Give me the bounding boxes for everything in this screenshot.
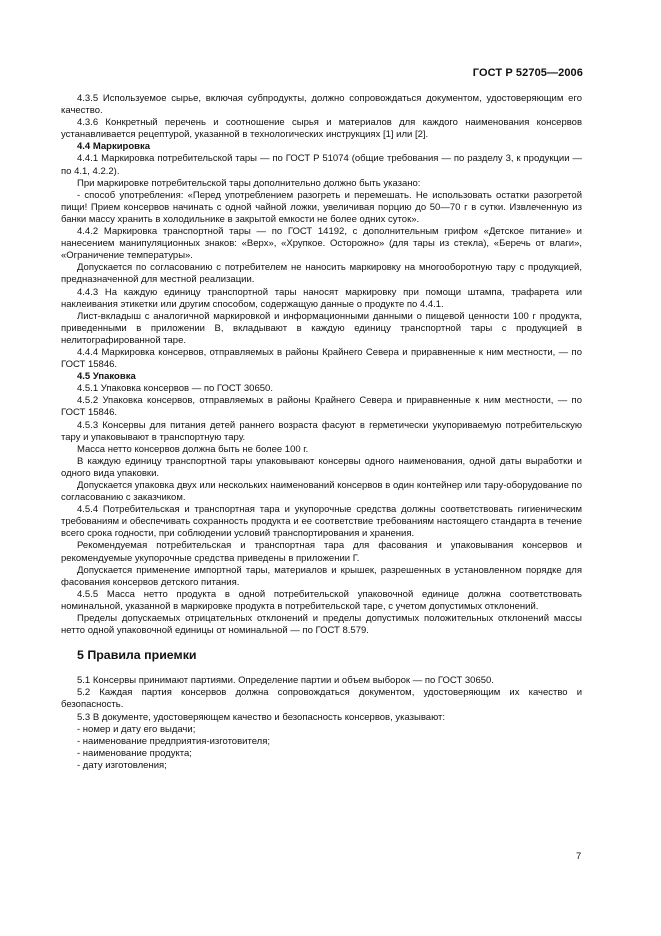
subsection-heading-4-5: 4.5 Упаковка — [77, 371, 136, 383]
paragraph-4-4-2: 4.4.2 Маркировка транспортной тары — по ГОСТ 14192, с дополнительным грифом «Детское питание» и нанесением манипуляционных знаков: «Верх», «Хрупкое. Осторожно» (для тары из стекла), «Беречь от влаги», «Ограничение температуры». — [61, 226, 582, 262]
paragraph-4-5-4: 4.5.4 Потребительская и транспортная тара и укупорочные средства должны соответствовать гигиеническим требованиям и обеспечивать сохранность продукта и ее соответствие требованиям настоящего стандарта в течение всего срока годности, при соблюдении условий транспортирования и хранения. — [61, 504, 582, 540]
paragraph-4-5-2: 4.5.2 Упаковка консервов, отправляемых в районы Крайнего Севера и приравненные к ним местности, — по ГОСТ 15846. — [61, 395, 582, 419]
paragraph-4-5-3: 4.5.3 Консервы для питания детей раннего возраста фасуют в герметически укупориваемую потребительскую тару и упаковывают в транспортную тару. — [61, 419, 582, 443]
paragraph-5-3: 5.3 В документе, удостоверяющем качество и безопасность консервов, указывают: — [77, 711, 445, 723]
paragraph-net-mass: Масса нетто консервов должна быть не более 100 г. — [77, 443, 309, 455]
list-item: - наименование предприятия-изготовителя; — [77, 735, 270, 747]
document-code-header: ГОСТ Р 52705—2006 — [472, 67, 583, 79]
document-body — [61, 93, 582, 772]
page-number: 7 — [576, 851, 582, 862]
paragraph-4-3-5: 4.3.5 Используемое сырье, включая субпродукты, должно сопровождаться документом, удостоверяющим его качество. — [61, 93, 582, 117]
paragraph-4-3-6: 4.3.6 Конкретный перечень и соотношение сырья и материалов для каждого наименования консервов устанавливается рецептурой, указанной в технологических инструкциях [1] или [2]. — [61, 117, 582, 141]
paragraph-imported-tare: Допускается применение импортной тары, материалов и крышек, разрешенных в установленном порядке для фасования консервов детского питания. — [61, 564, 582, 588]
paragraph-additional-marking: При маркировке потребительской тары дополнительно должно быть указано: — [77, 177, 421, 189]
paragraph-one-name-packing: В каждую единицу транспортной тары упаковывают консервы одного наименования, одной даты выработки и одного вида упаковки. — [61, 455, 582, 479]
paragraph-reusable-tare: Допускается по согласованию с потребителем не наносить маркировку на многооборотную тару с продукцией, предназначенной для местной реализации. — [61, 262, 582, 286]
paragraph-5-2: 5.2 Каждая партия консервов должна сопровождаться документом, удостоверяющим их качество и безопасность. — [61, 687, 582, 711]
section-heading-5: 5 Правила приемки — [77, 648, 197, 663]
list-item: - наименование продукта; — [77, 747, 192, 759]
list-item: - номер и дату его выдачи; — [77, 723, 196, 735]
paragraph-4-5-1: 4.5.1 Упаковка консервов — по ГОСТ 30650. — [77, 383, 273, 395]
paragraph-4-4-3: 4.4.3 На каждую единицу транспортной тары наносят маркировку при помощи штампа, трафарета или наклеивания этикетки или другим способом, содержащую данные о продукте по 4.4.1. — [61, 286, 582, 310]
paragraph-tolerances: Пределы допускаемых отрицательных отклонений и пределы допустимых положительных отклонений массы нетто одной упаковочной единицы от номинальной — по ГОСТ 8.579. — [61, 613, 582, 637]
paragraph-insert-sheet: Лист-вкладыш с аналогичной маркировкой и информационными данными о пищевой ценности 100 г продукта, приведенными в приложении В, вкладывают в каждую единицу транспортной тары с продукцией в нелитографированной таре. — [61, 310, 582, 346]
subsection-heading-4-4: 4.4 Маркировка — [77, 141, 151, 153]
paragraph-usage-method: - способ употребления: «Перед употреблением разогреть и перемешать. Не использовать остатки разогретой пищи! Прием консервов начинать с одной чайной ложки, увеличивая порцию до 50—70 г в сутки. Извлеченную из банки массу хранить в холодильнике в закрытой емкости не более одних суток». — [61, 189, 582, 225]
list-item: - дату изготовления; — [77, 759, 167, 771]
paragraph-recommended-tare: Рекомендуемая потребительская и транспортная тара для фасования и упаковывания консервов и рекомендуемые укупорочные средства приведены в приложении Г. — [61, 540, 582, 564]
paragraph-multiple-names: Допускается упаковка двух или нескольких наименований консервов в один контейнер или тару-оборудование по согласованию с заказчиком. — [61, 480, 582, 504]
paragraph-4-5-5: 4.5.5 Масса нетто продукта в одной потребительской упаковочной единице должна соответствовать номинальной, указанной в маркировке продукта в потребительской таре, с учетом допустимых отклонений. — [61, 588, 582, 612]
paragraph-5-1: 5.1 Консервы принимают партиями. Определение партии и объем выборок — по ГОСТ 30650. — [77, 675, 494, 687]
paragraph-4-4-1: 4.4.1 Маркировка потребительской тары — по ГОСТ Р 51074 (общие требования — по разделу 3, к продукции — по 4.1, 4.2.2). — [61, 153, 582, 177]
paragraph-4-4-4: 4.4.4 Маркировка консервов, отправляемых в районы Крайнего Севера и приравненные к ним местности, — по ГОСТ 15846. — [61, 346, 582, 371]
